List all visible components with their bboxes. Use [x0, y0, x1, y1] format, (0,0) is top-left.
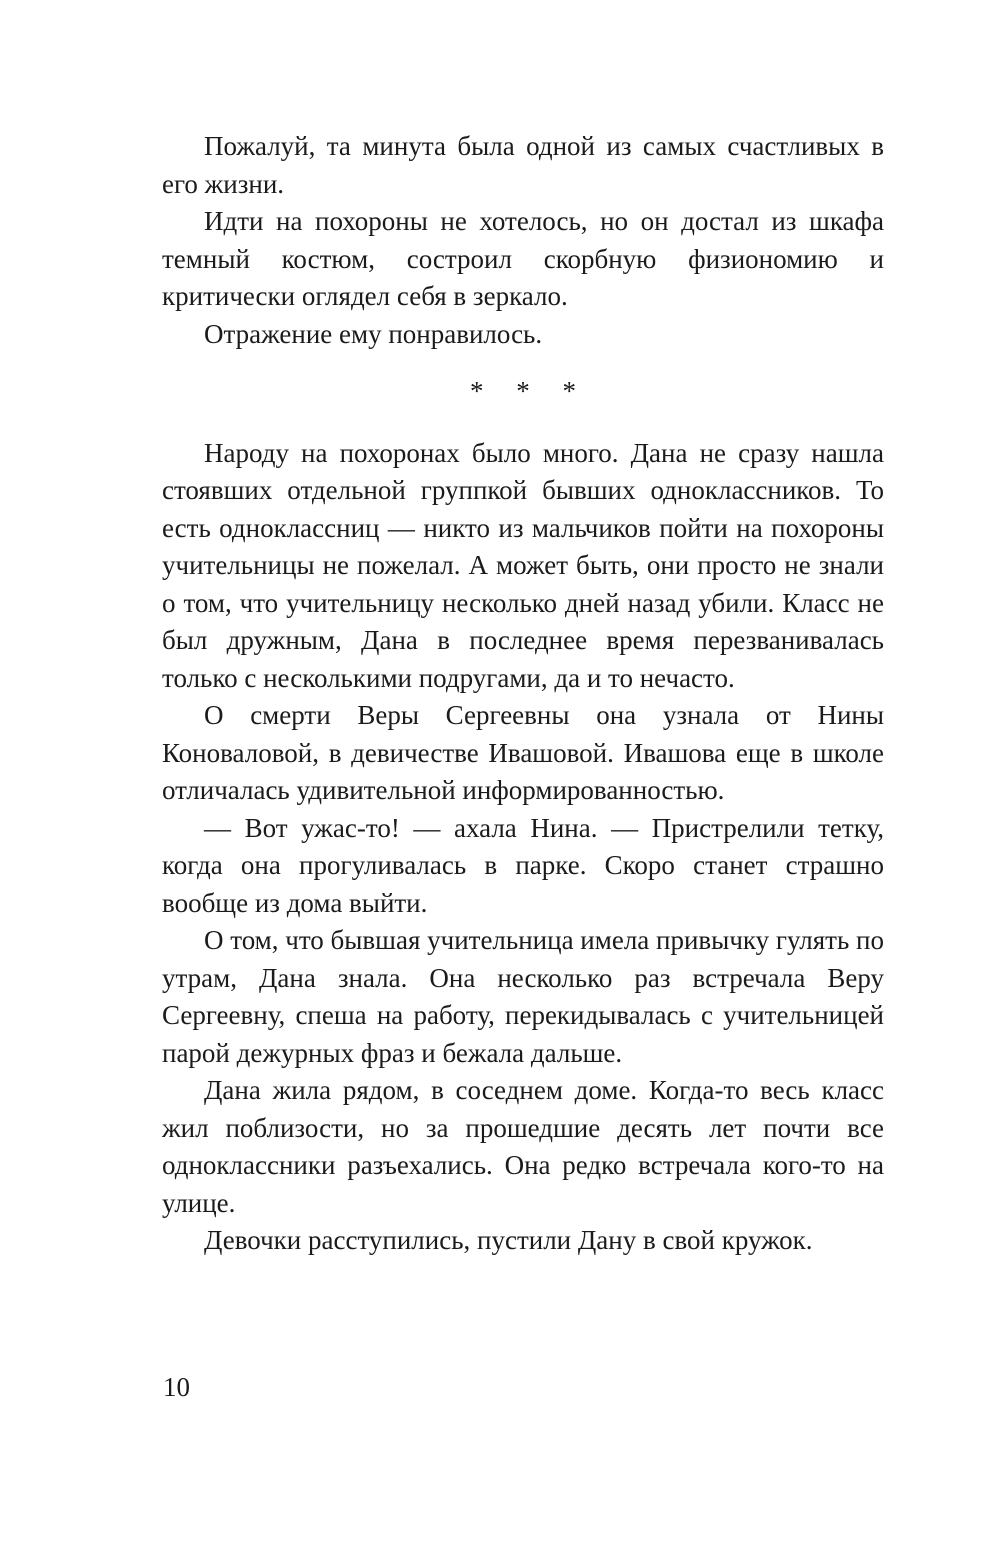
text-block — [162, 128, 884, 1260]
paragraph: — Вот ужас-то! — ахала Нина. — Пристрелили тетку, когда она прогуливалась в парке. Скоро станет страшно вообще из дома выйти. — [162, 812, 884, 918]
paragraph: Народу на похоронах было много. Дана не сразу нашла стоявших отдельной группкой бывших одноклассников. То есть одноклассниц — никто из мальчиков пойти на похороны учительницы не пожелал. А может быть, они просто не знали о том, что учительницу несколько дней назад убили. Класс не был дружным, Дана в последнее время перезванивалась только с несколькими подругами, да и то нечасто. — [162, 437, 884, 693]
paragraph: О том, что бывшая учительница имела привычку гулять по утрам, Дана знала. Она несколько раз встречала Веру Сергеевну, спеша на работу, перекидывалась с учительницей парой дежурных фраз и бежала дальше. — [162, 925, 884, 1068]
paragraph: Идти на похороны не хотелось, но он достал из шкафа темный костюм, состроил скорбную физиономию и критически оглядел себя в зеркало. — [162, 206, 884, 311]
paragraph: Девочки расступились, пустили Дану в свой кружок. — [204, 1225, 813, 1255]
paragraph: Отражение ему понравилось. — [204, 318, 543, 349]
page-number: 10 — [163, 1372, 190, 1402]
paragraph: Пожалуй, та минута была одной из самых счастливых в его жизни. — [162, 131, 884, 199]
section-separator: * * * — [470, 376, 576, 406]
paragraph: Дана жила рядом, в соседнем доме. Когда-то весь класс жил поблизости, но за прошедшие десять лет почти все одноклассники разъехались. Она редко встречала кого-то на улице. — [162, 1075, 884, 1218]
paragraph: О смерти Веры Сергеевны она узнала от Нины Коноваловой, в девичестве Ивашовой. Ивашова еще в школе отличалась удивительной информированностью. — [162, 700, 884, 805]
